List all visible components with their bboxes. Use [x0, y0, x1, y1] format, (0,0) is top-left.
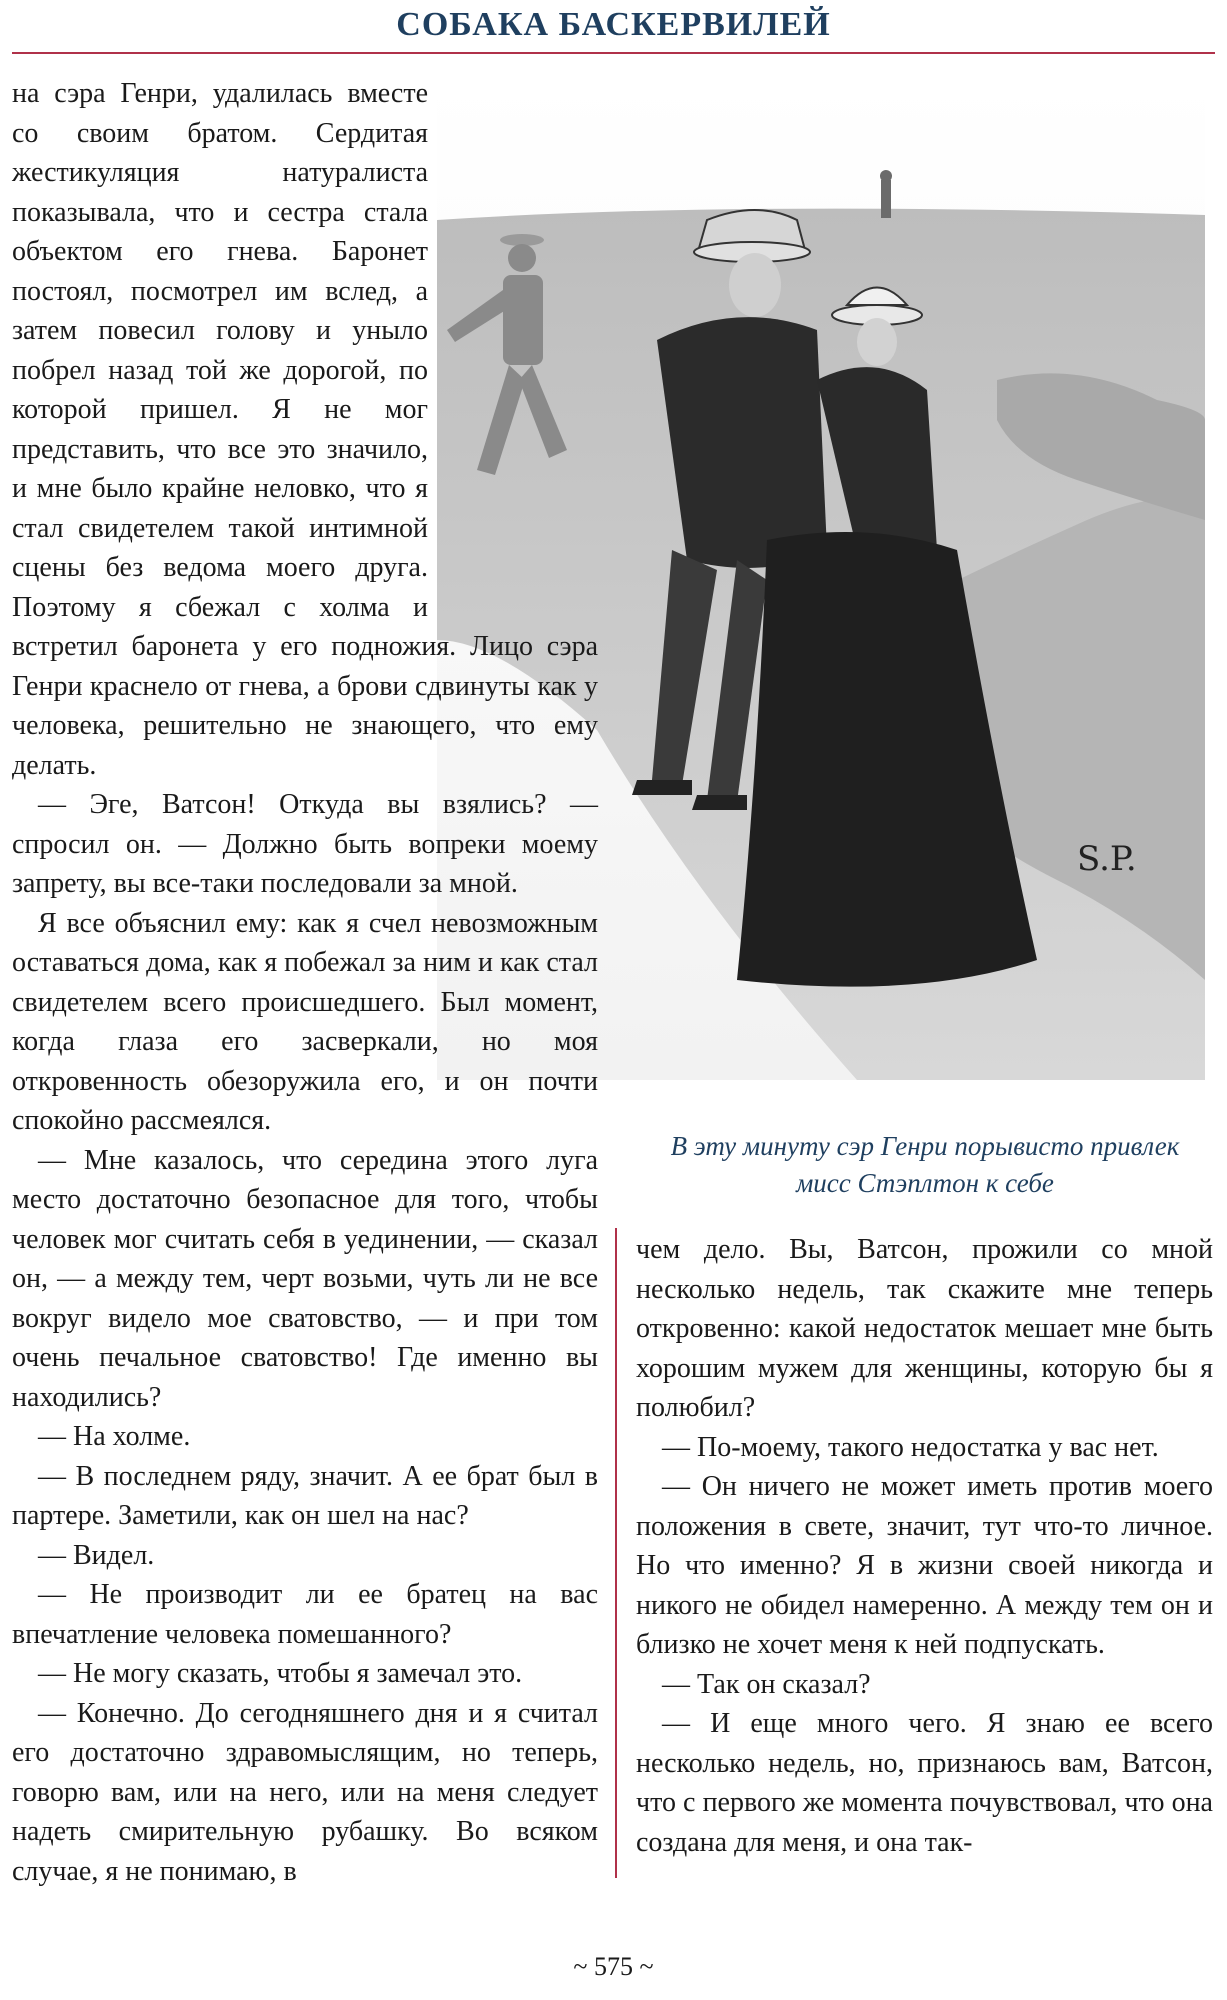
paragraph: — Эге, Ватсон! Откуда вы взялись? — спросил он. — Должно быть вопреки моему запрету, вы все-таки последовали за мной.: [12, 789, 598, 899]
illustration-signature: S.P.: [1077, 839, 1137, 879]
paragraph: — Мне казалось, что середина этого луга место достаточно безопасное для того, чтобы человек мог считать себя в уединении, — сказал он, — а между тем, черт возьми, чуть ли не все вокруг видело мое сватовство, — и при том очень печальное сватовство! Где именно вы находились?: [12, 1144, 598, 1413]
page-number: ~ 575 ~: [573, 1952, 654, 1981]
column-rule: [615, 1228, 617, 1878]
paragraph: — На холме.: [38, 1421, 191, 1452]
paragraph: — Он ничего не может иметь против моего положения в свете, значит, тут что-то личное. Но что именно? Я в жизни своей никогда и никого не обидел намеренно. А между тем он и близко не хочет меня к ней подпускать.: [636, 1471, 1213, 1660]
paragraph: — Не могу сказать, чтобы я замечал это.: [38, 1658, 523, 1689]
paragraph: Я все объяснил ему: как я счел невозможным оставаться дома, как я побежал за ним и как стал свидетелем всего происшедшего. Был момент, когда глаза его засверкали, но моя откровенность обезоружила его, и он почти спокойно рассмеялся.: [12, 907, 598, 1136]
paragraph: на сэра Генри, удалилась вместе со своим братом. Сердитая жестикуляция натуралиста показывала, что и сестра стала объектом его гнева. Баронет постоял, посмотрел им вслед, а затем повесил голову и уныло побрел назад той же дорогой, по которой пришел. Я не мог представить, что все это значило, и мне было крайне неловко, что я стал свидетелем такой интимной сцены без ведома моего друга. Поэтому я сбежал с холма и встретил баронета у его подножия. Лицо сэра Генри краснело от гнева, а брови сдвинуты как у человека, решительно не знающего, что ему делать.: [12, 78, 598, 781]
paragraph: — Не производит ли ее братец на вас впечатление человека помешанного?: [12, 1579, 598, 1650]
paragraph: — И еще много чего. Я знаю ее всего несколько недель, но, признаюсь вам, Ватсон, что с первого же момента почувствовал, что она создана для меня, и она так-: [636, 1708, 1213, 1858]
illustration-wrap-spacer: [428, 74, 598, 614]
header-rule: [12, 52, 1215, 54]
caption-line: мисс Стэплтон к себе: [796, 1168, 1054, 1198]
left-column: [12, 74, 598, 1891]
paragraph: — Видел.: [38, 1539, 155, 1571]
paragraph: — По-моему, такого недостатка у вас нет.: [662, 1431, 1159, 1463]
running-header: СОБАКА БАСКЕРВИЛЕЙ: [396, 6, 831, 43]
right-column: [636, 1230, 1213, 1862]
caption-line: В эту минуту сэр Генри порывисто привлек: [670, 1131, 1180, 1161]
illustration-caption: [630, 1128, 1220, 1202]
paragraph: чем дело. Вы, Ватсон, прожили со мной несколько недель, так скажите мне теперь откровенно: какой недостаток мешает мне быть хорошим мужем для женщины, которую бы я полюбил?: [636, 1234, 1213, 1423]
paragraph: — Так он сказал?: [662, 1668, 871, 1700]
paragraph: — Конечно. До сегодняшнего дня и я считал его достаточно здравомыслящим, но теперь, говорю вам, или на него, или на меня следует надеть смирительную рубашку. Во всяком случае, я не понимаю, в: [12, 1697, 598, 1887]
paragraph: — В последнем ряду, значит. А ее брат был в партере. Заметили, как он шел на нас?: [12, 1460, 598, 1531]
